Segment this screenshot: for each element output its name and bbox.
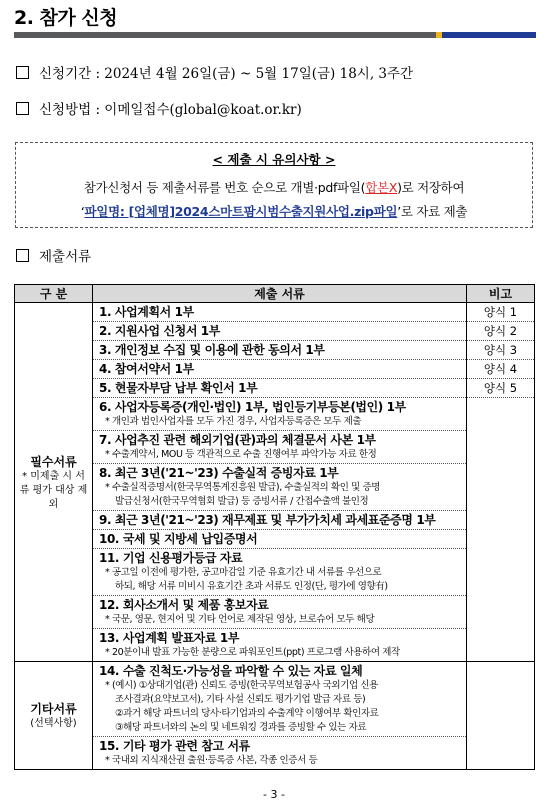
list-item: [93, 596, 466, 629]
remark-form-label: 양식 1: [467, 303, 534, 322]
required-remarks: [467, 303, 535, 662]
other-note: (선택사항): [30, 718, 77, 729]
document-note: * 공고일 이전에 평가한, 공고마감일 기준 유효기간 내 서류를 우선으로: [105, 567, 382, 578]
document-title: 14. 수출 진척도·가능성을 파악할 수 있는 자료 일체: [99, 664, 363, 678]
document-title: 3. 개인정보 수집 및 이용에 관한 동의서 1부: [99, 343, 325, 357]
header-documents: 제출 서류: [93, 285, 467, 303]
list-item: [93, 322, 466, 341]
notice-filename: 파일명: [업체명]2024스마트팜시범수출지원사업.zip파일: [84, 204, 398, 219]
document-note: 조사결과(요약보고서), 기타 사설 신뢰도 평가기업 발급 자료 등): [115, 694, 366, 705]
notice-title: < 제출 시 유의사항 >: [212, 152, 336, 167]
document-title: 15. 기타 평가 관련 참고 서류: [99, 739, 250, 753]
application-method-text: 신청방법 : 이메일접수(global@koat.or.kr): [39, 102, 302, 118]
list-item: [93, 398, 466, 431]
application-method: [16, 98, 302, 118]
document-note: ③해당 파트너와의 논의 및 네트워킹 경과를 증빙할 수 있는 자료: [115, 722, 367, 733]
list-item: [93, 303, 466, 322]
document-title: 2. 지원사업 신청서 1부: [99, 324, 220, 338]
checkbox-square-icon: [16, 102, 29, 115]
list-item: [93, 379, 466, 398]
other-label: 기타서류: [30, 702, 77, 716]
document-note: * 20분이내 발표 가능한 분량으로 파워포인트(ppt) 프로그램 사용하여 제작: [105, 647, 400, 658]
header-category: 구 분: [15, 285, 93, 303]
document-title: 7. 사업추진 관련 해외기업(관)과의 체결문서 사본 1부: [99, 433, 376, 447]
list-item: [93, 431, 466, 464]
documents-heading-text: 제출서류: [39, 249, 92, 265]
header-remarks: 비고: [467, 285, 535, 303]
notice-line-2: ‘파일명: [업체명]2024스마트팜시범수출지원사업.zip파일’로 자료 제출: [80, 204, 468, 219]
required-docs-row: [15, 303, 535, 662]
remark-form-label: 양식 3: [467, 341, 534, 360]
list-item: [93, 464, 466, 511]
required-items: [93, 303, 467, 662]
document-title: 11. 기업 신용평가등급 자료: [99, 551, 243, 565]
document-note: * 수출실적증명서(한국무역통계진흥원 발급), 수출실적의 확인 및 증명: [105, 482, 381, 493]
other-remarks: [467, 662, 535, 770]
document-note: * 국내외 지식재산권 출원·등록증 사본, 각종 인증서 등: [105, 755, 318, 766]
other-docs-row: [15, 662, 535, 770]
notice-no-merge: 합본X: [365, 180, 398, 195]
document-title: 1. 사업계획서 1부: [99, 305, 194, 319]
document-title: 5. 현물자부담 납부 확인서 1부: [99, 381, 258, 395]
list-item: [93, 737, 466, 769]
document-note: * (예시) ①상대기업(관) 신뢰도 증빙(한국무역보험공사 국외기업 신용: [105, 680, 378, 691]
required-note: * 미제출 시 서류 평가 대상 제외: [19, 470, 88, 510]
documents-heading: [16, 245, 91, 265]
other-category: [15, 662, 93, 770]
document-note: 하되, 해당 서류 미비시 유효기간 초과 서류도 인정(단, 평가에 영향有): [115, 581, 388, 592]
checkbox-square-icon: [16, 66, 29, 79]
document-title: 10. 국세 및 지방세 납입증명서: [99, 532, 258, 546]
table-header-row: [15, 285, 535, 303]
required-label: 필수서류: [30, 454, 77, 469]
remark-form-label: 양식 4: [467, 360, 534, 379]
application-period: [16, 62, 413, 82]
remark-form-label: 양식 5: [467, 379, 534, 398]
other-items: [93, 662, 467, 770]
document-title: 8. 최근 3년('21~'23) 수출실적 증빙자료 1부: [99, 466, 339, 480]
document-title: 6. 사업자등록증(개인·법인) 1부, 법인등기부등본(법인) 1부: [99, 400, 406, 414]
document-note: * 수출계약서, MOU 등 객관적으로 수출 진행여부 파악가능 자료 한정: [105, 449, 377, 460]
notice-line-1: 참가신청서 등 제출서류를 번호 순으로 개별·pdf파일(합본X)로 저장하여: [83, 180, 465, 195]
list-item: [93, 530, 466, 549]
section-title: 2. 참가 신청: [14, 7, 118, 29]
page-number: - 3 -: [263, 788, 285, 801]
list-item: [93, 662, 466, 737]
document-title: 4. 참여서약서 1부: [99, 362, 194, 376]
document-title: 13. 사업계획 발표자료 1부: [99, 631, 240, 645]
documents-table: [14, 284, 535, 770]
document-note: * 개인과 법인사업자를 모두 가진 경우, 사업자등록증은 모두 제출: [105, 416, 362, 427]
document-note: * 국문, 영문, 현지어 및 기타 언어로 제작된 영상, 브로슈어 모두 해당: [105, 614, 375, 625]
list-item: [93, 511, 466, 530]
document-title: 12. 회사소개서 및 제품 홍보자료: [99, 598, 269, 612]
list-item: [93, 629, 466, 661]
required-category: [15, 303, 93, 662]
checkbox-square-icon: [16, 249, 29, 262]
document-note: ②과거 해당 파트너의 당사·타기업과의 수출계약 이행여부 확인자료: [115, 708, 379, 719]
list-item: [93, 360, 466, 379]
application-period-text: 신청기간 : 2024년 4월 26일(금) ~ 5월 17일(금) 18시, 3주간: [39, 66, 414, 82]
list-item: [93, 341, 466, 360]
document-note: 발급신청서(한국무역협회 발급) 등 증빙서류 / 간접수출액 불인정: [115, 496, 369, 507]
remark-form-label: 양식 2: [467, 322, 534, 341]
submission-notice-box: [15, 142, 533, 228]
title-divider: [14, 32, 536, 38]
document-title: 9. 최근 3년('21~'23) 재무제표 및 부가가치세 과세표준증명 1부: [99, 513, 436, 527]
list-item: [93, 549, 466, 596]
